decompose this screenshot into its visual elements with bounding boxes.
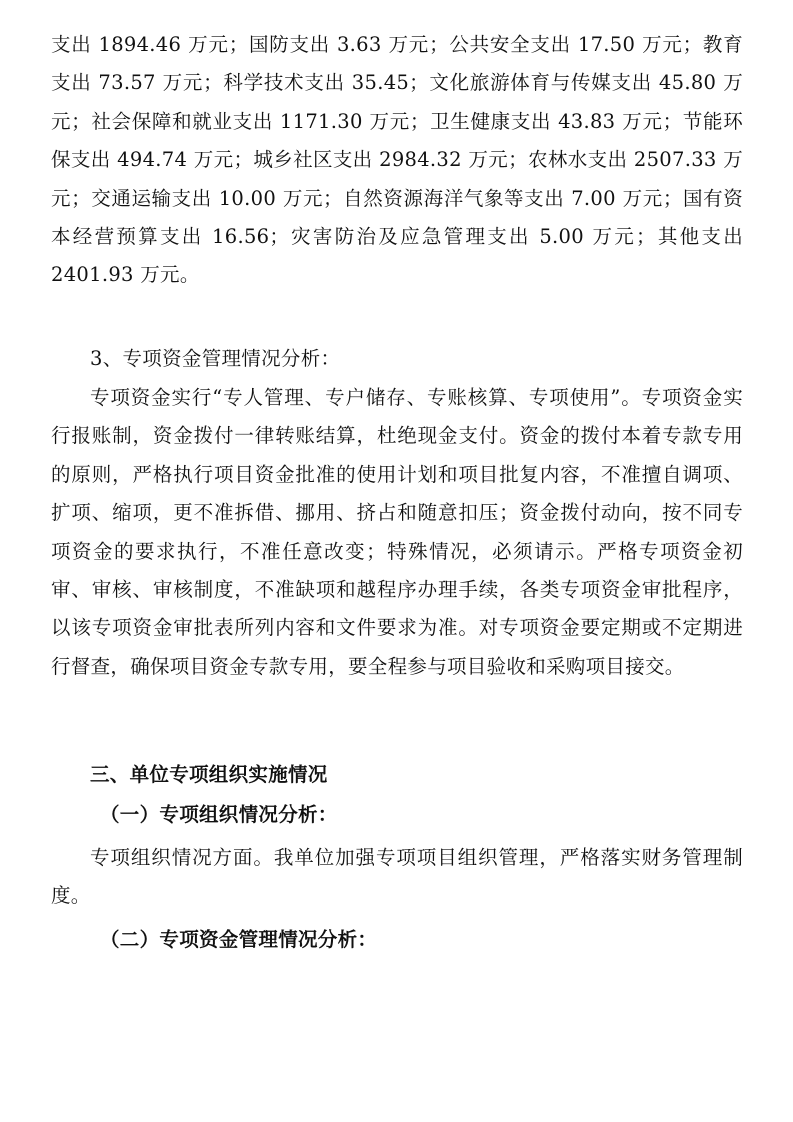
subsection-2-heading: （二）专项资金管理情况分析： [100, 928, 378, 951]
expenditure-paragraph: 支出 1894.46 万元；国防支出 3.63 万元；公共安全支出 17.50 万元；教育支出 73.57 万元；科学技术支出 35.45；文化旅游体育与传媒支出 45.80 万元；社会保障和就业支出 1171.30 万元；卫生健康支出 43.83 万元；节能环保支出 494.74 万元；城乡社区支出 2984.32 万元；农林水支出 2507.33 万元；交通运输支出 10.00 万元；自然资源海洋气象等支出 7.00 万元；国有资本经营预算支出 16.56；灾害防治及应急管理支出 5.00 万元；其他支出 2401.93 万元。 [51, 33, 743, 287]
subsection-1-heading: （一）专项组织情况分析： [100, 803, 338, 826]
fund-management-paragraph: 专项资金实行“专人管理、专户储存、专账核算、专项使用”。专项资金实行报账制，资金拨付一律转账结算，杜绝现金支付。资金的拨付本着专款专用的原则，严格执行项目资金批准的使用计划和项目批复内容，不准擅自调项、扩项、缩项，更不准拆借、挪用、挤占和随意扣压；资金拨付动向，按不同专项资金的要求执行，不准任意改变；特殊情况，必须请示。严格专项资金初审、审核、审核制度，不准缺项和越程序办理手续，各类专项资金审批程序，以该专项资金审批表所列内容和文件要求为准。对专项资金要定期或不定期进行督查，确保项目资金专款专用，要全程参与项目验收和采购项目接交。 [51, 386, 743, 678]
subsection-3-title: 3、专项资金管理情况分析： [90, 347, 341, 370]
organization-paragraph: 专项组织情况方面。我单位加强专项项目组织管理，严格落实财务管理制度。 [51, 846, 743, 908]
section-3-heading: 三、单位专项组织实施情况 [90, 763, 328, 786]
